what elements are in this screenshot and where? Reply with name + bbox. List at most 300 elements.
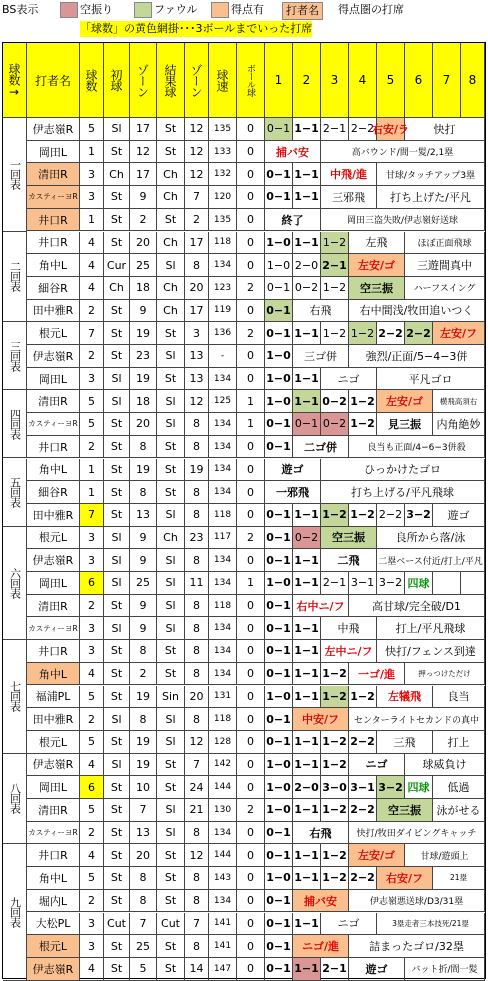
result-pitch-zone: 8	[185, 254, 209, 277]
ball-count: 1	[237, 572, 265, 595]
batter-name: 伊志嶺R	[27, 754, 80, 777]
pitch-speed: 134	[209, 617, 237, 640]
ball-count: 0	[237, 481, 265, 504]
pitch-speed: 125	[209, 390, 237, 413]
count-cell: 1−1	[293, 232, 321, 255]
ball-count: 0	[237, 663, 265, 686]
inning-label: 五回表	[3, 459, 27, 527]
count-cell: 左犠飛	[377, 686, 433, 709]
first-pitch-type: St	[104, 731, 130, 754]
count-cell: ニゴ	[349, 754, 405, 777]
count-cell: 甘球/タッチアップ3塁	[377, 163, 485, 186]
first-pitch-zone: 9	[130, 527, 157, 550]
pitch-count: 3	[80, 368, 104, 391]
count-cell: 0−1	[265, 322, 293, 345]
header-count-3: 3	[321, 43, 349, 118]
header-zone: ゾーン	[130, 43, 157, 118]
header-result-pitch: 結果球	[157, 43, 185, 118]
result-pitch-zone: 8	[185, 617, 209, 640]
count-cell: 0−1	[265, 708, 293, 731]
header-pitches: 球数	[80, 43, 104, 118]
batter-name: 清田R	[27, 595, 80, 618]
count-cell: 岡田三盗失敗/伊志嶺好送球	[321, 209, 485, 232]
first-pitch-type: St	[104, 209, 130, 232]
count-cell: 強烈/正面/5−4−3併	[349, 345, 485, 368]
legend-scored-label: 得点有	[231, 3, 264, 16]
count-cell: 2−2	[349, 867, 377, 890]
first-pitch-type: Sl	[104, 754, 130, 777]
count-cell: 0−2	[293, 527, 321, 550]
batter-name: 細谷R	[27, 481, 80, 504]
count-cell: 0−1	[265, 822, 293, 845]
batter-name: 角中L	[27, 867, 80, 890]
result-pitch-type: Sl	[157, 595, 185, 618]
header-count-2: 2	[293, 43, 321, 118]
pitch-count: 1	[80, 459, 104, 482]
batter-name: 田中雅R	[27, 708, 80, 731]
ball-count: 0	[237, 686, 265, 709]
first-pitch-zone: 13	[130, 822, 157, 845]
batter-name: 清田R	[27, 799, 80, 822]
header-count-8: 8	[461, 43, 485, 118]
result-pitch-type: St	[157, 935, 185, 958]
first-pitch-zone: 8	[130, 640, 157, 663]
result-pitch-zone: 7	[185, 186, 209, 209]
batter-name: 角中L	[27, 459, 80, 482]
pitch-count: 2	[80, 300, 104, 323]
first-pitch-zone: 13	[130, 504, 157, 527]
count-cell: 押っつけただけ	[405, 663, 485, 686]
count-cell: 左中ニ/フ	[321, 640, 377, 663]
count-cell: ハーフスイング	[405, 277, 485, 300]
ball-count: 0	[237, 708, 265, 731]
pitch-speed: 118	[209, 232, 237, 255]
pitch-count: 1	[80, 141, 104, 164]
ball-count: 2	[237, 527, 265, 550]
count-cell: 3−2	[377, 572, 405, 595]
count-cell: 0−1	[265, 935, 293, 958]
first-pitch-type: St	[104, 595, 130, 618]
legend-yellow-note: 「球数」の黄色網掛･･･3ボールまでいった打席	[80, 22, 313, 35]
inning-label: 二回表	[3, 232, 27, 323]
first-pitch-zone: 9	[130, 617, 157, 640]
count-cell: 1−2	[321, 799, 349, 822]
count-cell: 21塁	[433, 867, 485, 890]
count-cell: 右飛	[293, 300, 349, 323]
result-pitch-zone: 17	[185, 300, 209, 323]
count-cell: 四球	[405, 572, 433, 595]
pitch-speed: 135	[209, 118, 237, 141]
count-cell: 二飛	[321, 549, 377, 572]
count-cell: 2−2	[405, 322, 433, 345]
count-cell: 1−2	[349, 322, 377, 345]
legend-risp-label: 得点圏の打席	[338, 3, 404, 16]
batter-name: 田中雅R	[27, 504, 80, 527]
inning-label: 九回表	[3, 844, 27, 980]
result-pitch-type: St	[157, 459, 185, 482]
pitch-speed: 136	[209, 322, 237, 345]
count-cell: 遊ゴ	[265, 459, 321, 482]
pitch-speed: 117	[209, 527, 237, 550]
count-cell: 0−1	[265, 277, 293, 300]
count-cell: 高甘球/完全破/D1	[349, 595, 485, 618]
legend-scored-swatch	[211, 2, 229, 18]
first-pitch-zone: 8	[130, 890, 157, 913]
pitch-count: 5	[80, 731, 104, 754]
count-cell: 1−2	[321, 731, 349, 754]
result-pitch-zone: 8	[185, 436, 209, 459]
count-cell: 一ゴ/進	[349, 663, 405, 686]
count-cell: 0−1	[265, 504, 293, 527]
ball-count: 0	[237, 776, 265, 799]
pitch-count: 1	[80, 209, 104, 232]
count-cell: 1−2	[321, 663, 349, 686]
result-pitch-zone: 8	[185, 549, 209, 572]
batter-name: 堀内L	[27, 890, 80, 913]
pitch-count: 7	[80, 504, 104, 527]
pitch-count: 3	[80, 913, 104, 936]
count-cell: 高バウンド/間一髪/2,1塁	[321, 141, 485, 164]
result-pitch-zone: 8	[185, 481, 209, 504]
count-cell: 1−2	[321, 277, 349, 300]
count-cell: 0−1	[265, 731, 293, 754]
first-pitch-zone: 19	[130, 459, 157, 482]
result-pitch-type: St	[157, 776, 185, 799]
count-cell: 打ち上げる/平凡飛球	[321, 481, 485, 504]
result-pitch-zone: 3	[185, 322, 209, 345]
first-pitch-type: St	[104, 345, 130, 368]
ball-count: 0	[237, 345, 265, 368]
batter-name: 清田R	[27, 163, 80, 186]
pitch-count: 2	[80, 436, 104, 459]
pitch-count: 5	[80, 390, 104, 413]
count-cell: 1−2	[321, 754, 349, 777]
result-pitch-type: Ch	[157, 277, 185, 300]
ball-count: 1	[237, 390, 265, 413]
result-pitch-zone: 12	[185, 141, 209, 164]
count-cell: 1−0	[265, 572, 293, 595]
first-pitch-type: Cur	[104, 254, 130, 277]
first-pitch-zone: 7	[130, 799, 157, 822]
first-pitch-type: Sl	[104, 118, 130, 141]
inning-label: 八回表	[3, 754, 27, 845]
count-cell: 1−1	[293, 390, 321, 413]
first-pitch-zone: 8	[130, 481, 157, 504]
count-cell: 一邪飛	[265, 481, 321, 504]
count-cell: 伊志嶺悪送球/D3/31塁	[349, 890, 485, 913]
pitch-table	[2, 42, 486, 979]
result-pitch-zone: 12	[185, 163, 209, 186]
count-cell: ニゴ/進	[293, 935, 349, 958]
result-pitch-type: St	[157, 436, 185, 459]
pitch-speed: 119	[209, 300, 237, 323]
result-pitch-zone: 12	[185, 390, 209, 413]
count-cell: 0−1	[265, 617, 293, 640]
pitch-count: 5	[80, 799, 104, 822]
count-cell: 左安/ゴ	[349, 844, 405, 867]
count-cell: 0−1	[265, 640, 293, 663]
first-pitch-type: St	[104, 958, 130, 981]
count-cell: 遊ゴ	[349, 958, 405, 981]
batter-name: 伊志嶺R	[27, 118, 80, 141]
batter-name: 井口R	[27, 640, 80, 663]
ball-count: 0	[237, 436, 265, 459]
first-pitch-zone: 23	[130, 345, 157, 368]
count-cell: 1−1	[293, 844, 321, 867]
count-cell: 0−1	[265, 527, 293, 550]
pitch-count: 2	[80, 595, 104, 618]
pitch-count: 3	[80, 527, 104, 550]
count-cell: 1−1	[293, 958, 321, 981]
result-pitch-type: Sl	[157, 549, 185, 572]
result-pitch-type: Sl	[157, 390, 185, 413]
result-pitch-type: Sin	[157, 686, 185, 709]
ball-count: 0	[237, 118, 265, 141]
first-pitch-zone: 17	[130, 118, 157, 141]
count-cell: 平凡ゴロ	[377, 368, 485, 391]
count-cell: ニゴ	[321, 368, 377, 391]
result-pitch-zone: 17	[185, 232, 209, 255]
count-cell: 泳がせる	[433, 799, 485, 822]
count-cell: 1−1	[293, 572, 321, 595]
first-pitch-type: St	[104, 686, 130, 709]
count-cell: 低過	[433, 776, 485, 799]
inning-label: 四回表	[3, 390, 27, 458]
result-pitch-type: Sl	[157, 731, 185, 754]
count-cell: 快打/フェンス到達	[377, 640, 485, 663]
first-pitch-type: Ch	[104, 277, 130, 300]
result-pitch-type: Sl	[157, 504, 185, 527]
header-ball-count: ボール球	[237, 43, 265, 118]
ball-count: 0	[237, 232, 265, 255]
count-cell: 1−2	[321, 232, 349, 255]
count-cell: 三邪飛	[321, 186, 377, 209]
count-cell: ひっかけたゴロ	[321, 459, 485, 482]
first-pitch-zone: 7	[130, 913, 157, 936]
count-cell: 3−2	[405, 504, 433, 527]
result-pitch-zone: 8	[185, 504, 209, 527]
count-cell: 1−1	[293, 368, 321, 391]
count-cell: 内角絶妙	[433, 413, 485, 436]
result-pitch-zone: 13	[185, 368, 209, 391]
first-pitch-type: St	[104, 186, 130, 209]
legend-whiff-label: 空振り	[80, 3, 113, 16]
first-pitch-zone: 19	[130, 754, 157, 777]
result-pitch-zone: 23	[185, 527, 209, 550]
result-pitch-zone: 12	[185, 118, 209, 141]
result-pitch-zone: 12	[185, 844, 209, 867]
pitch-speed: 134	[209, 890, 237, 913]
count-cell: 三遊間真中	[405, 254, 485, 277]
result-pitch-type: St	[157, 141, 185, 164]
batter-name: 井口R	[27, 844, 80, 867]
batter-name: 岡田L	[27, 776, 80, 799]
count-cell: 打ち上げた/平凡	[377, 186, 485, 209]
count-cell: バット折/間一髪	[405, 958, 485, 981]
pitch-speed: 134	[209, 481, 237, 504]
pitch-count: 3	[80, 640, 104, 663]
count-cell: 0−1	[265, 663, 293, 686]
first-pitch-zone: 9	[130, 300, 157, 323]
batter-name: 井口R	[27, 232, 80, 255]
first-pitch-zone: 2	[130, 663, 157, 686]
result-pitch-zone: 8	[185, 867, 209, 890]
count-cell: 左飛	[349, 232, 405, 255]
legend-bs-label: BS表示	[2, 3, 39, 16]
result-pitch-type: Sl	[157, 345, 185, 368]
ball-count: 0	[237, 731, 265, 754]
ball-count: 0	[237, 186, 265, 209]
ball-count: 0	[237, 368, 265, 391]
count-cell: 1−2	[321, 504, 349, 527]
pitch-speed: 118	[209, 504, 237, 527]
first-pitch-zone: 9	[130, 186, 157, 209]
first-pitch-zone: 19	[130, 731, 157, 754]
count-cell: 1−1	[293, 686, 321, 709]
count-cell: 左安/ゴ	[349, 254, 405, 277]
pitch-speed: 142	[209, 754, 237, 777]
batter-name: 井口R	[27, 436, 80, 459]
count-cell: 2−1	[321, 118, 349, 141]
first-pitch-type: Ch	[104, 163, 130, 186]
pitch-count: 3	[80, 935, 104, 958]
result-pitch-zone: 13	[185, 345, 209, 368]
batter-name: 井口R	[27, 209, 80, 232]
count-cell: 打上/平凡飛球	[377, 617, 485, 640]
pitch-speed: 134	[209, 368, 237, 391]
pitch-count: 2	[80, 822, 104, 845]
pitch-speed: 134	[209, 254, 237, 277]
result-pitch-type: Cut	[157, 913, 185, 936]
count-cell: 3−0	[321, 776, 349, 799]
pitch-speed: 132	[209, 163, 237, 186]
first-pitch-type: St	[104, 413, 130, 436]
batter-name: 岡田L	[27, 572, 80, 595]
pitch-speed: 134	[209, 663, 237, 686]
batter-name: カスティーヨR	[27, 186, 80, 209]
ball-count: 1	[237, 413, 265, 436]
first-pitch-type: St	[104, 232, 130, 255]
header-first-pitch: 初球	[104, 43, 130, 118]
result-pitch-type: Ch	[157, 527, 185, 550]
result-pitch-type: Ch	[157, 163, 185, 186]
header-count-1: 1	[265, 43, 293, 118]
header-count-5: 5	[377, 43, 405, 118]
count-cell: 二ゴ併	[293, 436, 349, 459]
inning-label: 三回表	[3, 322, 27, 390]
first-pitch-zone: 20	[130, 413, 157, 436]
pitch-count: 6	[80, 776, 104, 799]
count-cell: 左安/ゴ	[377, 390, 433, 413]
batter-name: 角中L	[27, 663, 80, 686]
first-pitch-zone: 19	[130, 322, 157, 345]
result-pitch-type: St	[157, 754, 185, 777]
first-pitch-zone: 19	[130, 686, 157, 709]
count-cell-empty	[433, 572, 461, 595]
count-cell: 三ゴ併	[293, 345, 349, 368]
first-pitch-type: St	[104, 935, 130, 958]
result-pitch-type: Ch	[157, 186, 185, 209]
ball-count: 2	[237, 322, 265, 345]
result-pitch-zone: 20	[185, 686, 209, 709]
first-pitch-type: St	[104, 459, 130, 482]
count-cell: 2−1	[321, 958, 349, 981]
count-cell: 二塁ベース付近/打上/平凡	[377, 549, 485, 572]
legend-whiff-swatch	[60, 2, 78, 18]
batter-name: 清田R	[27, 390, 80, 413]
pitch-count: 3	[80, 186, 104, 209]
first-pitch-type: Cut	[104, 913, 130, 936]
count-cell: 1−0	[265, 368, 293, 391]
count-cell: 3−1	[349, 776, 377, 799]
count-cell: 1−1	[293, 617, 321, 640]
count-cell: 右飛	[293, 822, 349, 845]
result-pitch-type: St	[157, 209, 185, 232]
result-pitch-zone: 12	[185, 731, 209, 754]
first-pitch-type: St	[104, 141, 130, 164]
count-cell: ほぼ正面飛球	[405, 232, 485, 255]
first-pitch-type: Sl	[104, 708, 130, 731]
batter-name: 伊志嶺R	[27, 345, 80, 368]
count-cell: 1−2	[321, 686, 349, 709]
result-pitch-zone: 8	[185, 595, 209, 618]
ball-count: 0	[237, 867, 265, 890]
count-cell: 1−0	[265, 776, 293, 799]
legend-foul-swatch	[134, 2, 152, 18]
count-cell: 空三振	[321, 527, 377, 550]
count-cell: 2−2	[377, 504, 405, 527]
count-cell: 打上	[433, 731, 485, 754]
pitch-speed: 144	[209, 844, 237, 867]
result-pitch-type: St	[157, 867, 185, 890]
first-pitch-zone: 8	[130, 867, 157, 890]
pitch-speed: 120	[209, 186, 237, 209]
result-pitch-zone: 14	[185, 958, 209, 981]
count-cell: 3−2	[377, 776, 405, 799]
count-cell: 見三振	[377, 413, 433, 436]
result-pitch-zone: 24	[185, 776, 209, 799]
count-cell: センターライトセカンドの真中	[349, 708, 485, 731]
count-cell: 左安/フ	[433, 322, 485, 345]
pitch-count: 6	[80, 572, 104, 595]
first-pitch-zone: 5	[130, 958, 157, 981]
count-cell: 四球	[405, 776, 433, 799]
result-pitch-zone: 2	[185, 209, 209, 232]
first-pitch-zone: 12	[130, 141, 157, 164]
result-pitch-type: Ch	[157, 232, 185, 255]
count-cell: 2−2	[377, 322, 405, 345]
ball-count: 0	[237, 822, 265, 845]
count-cell: 0−1	[265, 186, 293, 209]
count-cell: 右安/フ	[377, 867, 433, 890]
ball-count: 0	[237, 958, 265, 981]
result-pitch-zone: 8	[185, 663, 209, 686]
count-cell: 0−1	[265, 595, 293, 618]
count-cell: 1−0	[265, 345, 293, 368]
count-cell: 1−1	[293, 913, 321, 936]
ball-count: 0	[237, 754, 265, 777]
result-pitch-type: St	[157, 958, 185, 981]
pitch-count: 4	[80, 663, 104, 686]
result-pitch-zone: 7	[185, 913, 209, 936]
batter-name: 伊志嶺R	[27, 958, 80, 981]
pitch-speed: 134	[209, 822, 237, 845]
first-pitch-type: St	[104, 504, 130, 527]
count-cell: 2−1	[321, 254, 349, 277]
count-cell: 1−1	[293, 186, 321, 209]
batter-name: 根元L	[27, 731, 80, 754]
count-cell: 甘球/遊頭上	[405, 844, 485, 867]
